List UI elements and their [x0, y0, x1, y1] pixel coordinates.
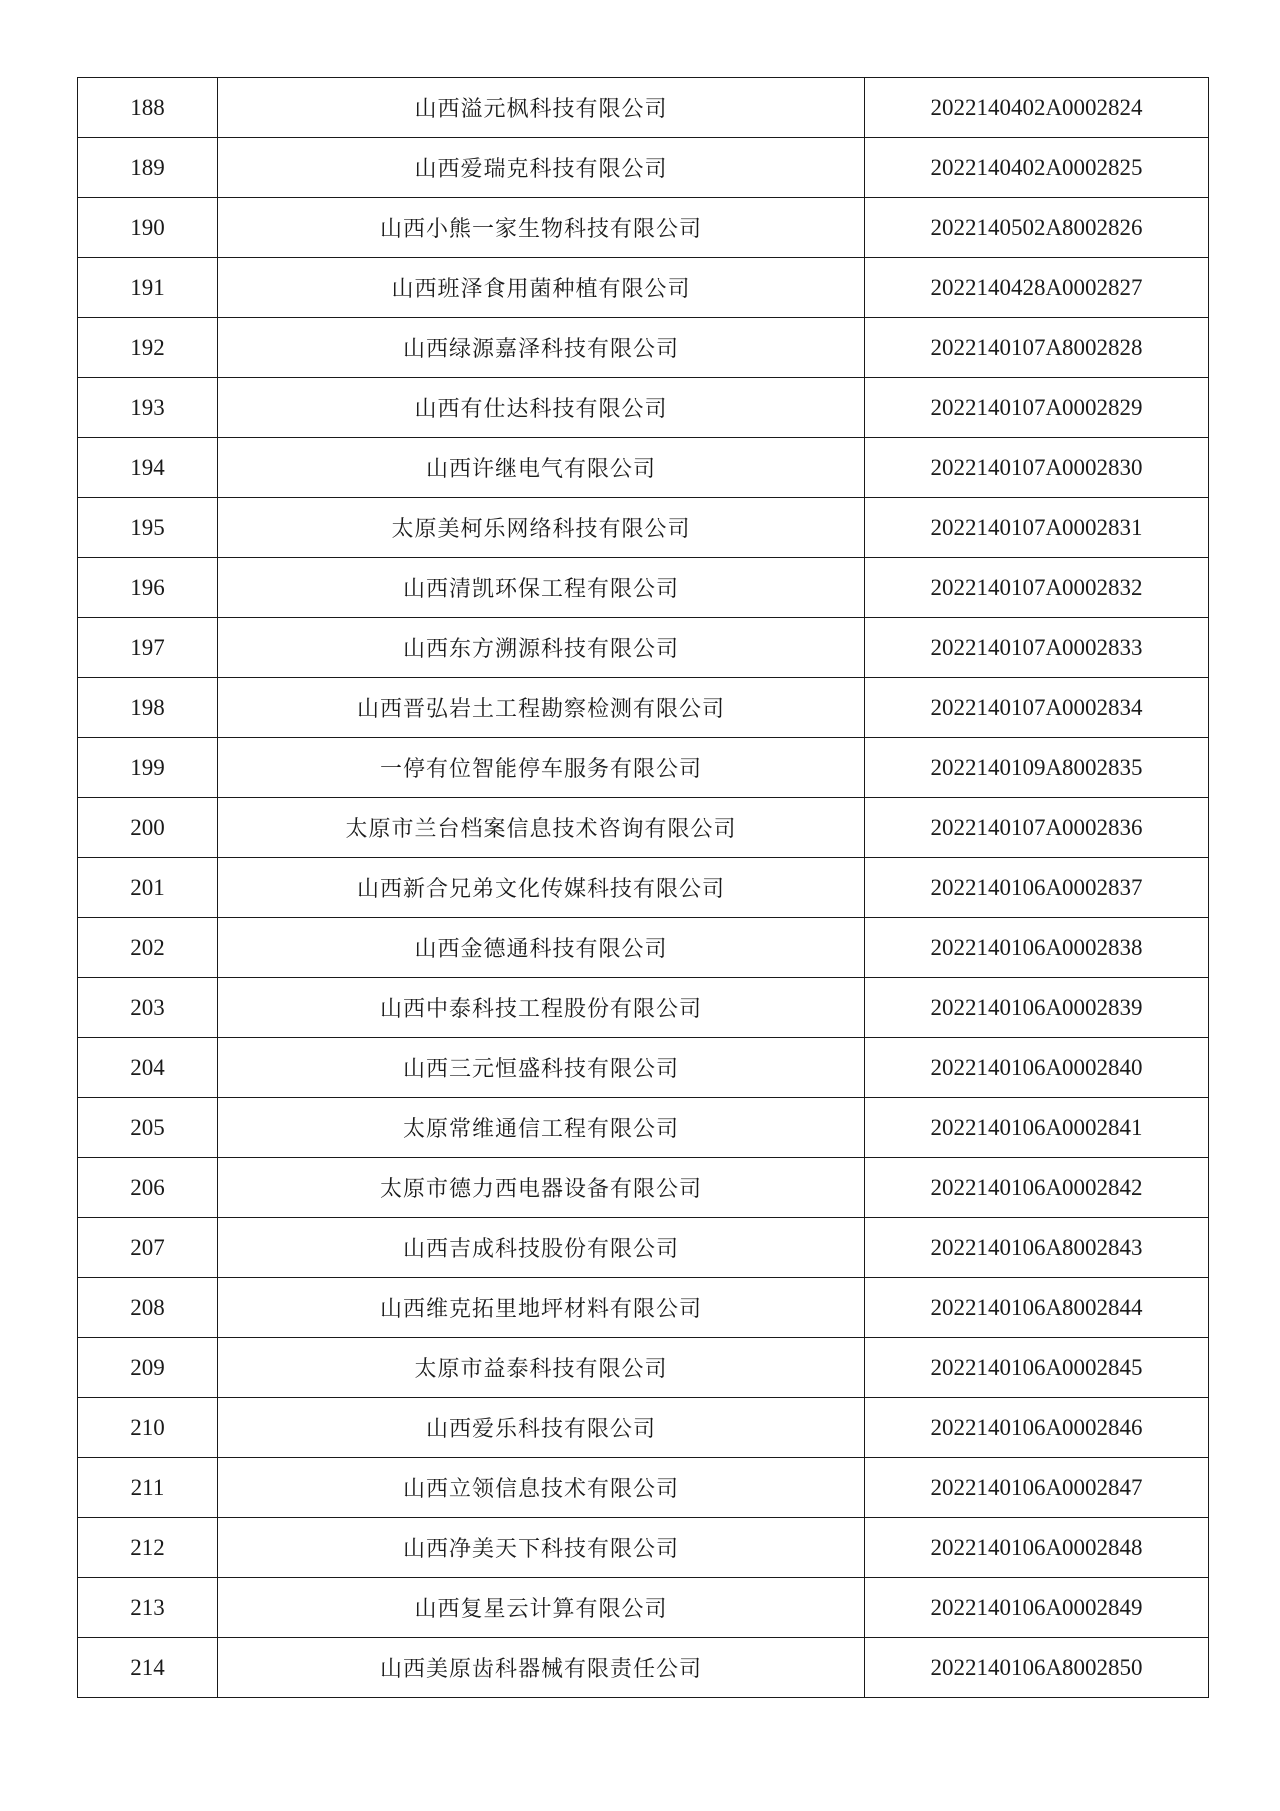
registration-code-cell: 2022140107A0002829	[865, 378, 1209, 438]
row-number-cell: 198	[78, 678, 218, 738]
table-row	[78, 1398, 1209, 1458]
company-list-table	[77, 77, 1209, 1698]
company-name-cell: 山西复星云计算有限公司	[218, 1578, 865, 1638]
company-name-cell: 山西爱瑞克科技有限公司	[218, 138, 865, 198]
row-number-cell: 209	[78, 1338, 218, 1398]
table-row	[78, 1518, 1209, 1578]
row-number-cell: 195	[78, 498, 218, 558]
registration-code-cell: 2022140106A0002841	[865, 1098, 1209, 1158]
company-name-cell: 山西美原齿科器械有限责任公司	[218, 1638, 865, 1698]
company-name-cell: 山西吉成科技股份有限公司	[218, 1218, 865, 1278]
company-name-cell: 山西绿源嘉泽科技有限公司	[218, 318, 865, 378]
registration-code-cell: 2022140106A0002845	[865, 1338, 1209, 1398]
company-name-cell: 山西班泽食用菌种植有限公司	[218, 258, 865, 318]
company-list-table-container	[77, 77, 1208, 1698]
row-number-cell: 214	[78, 1638, 218, 1698]
company-name-cell: 山西东方溯源科技有限公司	[218, 618, 865, 678]
company-name-cell: 太原美柯乐网络科技有限公司	[218, 498, 865, 558]
company-name-cell: 山西中泰科技工程股份有限公司	[218, 978, 865, 1038]
registration-code-cell: 2022140502A8002826	[865, 198, 1209, 258]
row-number-cell: 200	[78, 798, 218, 858]
registration-code-cell: 2022140106A0002839	[865, 978, 1209, 1038]
registration-code-cell: 2022140106A0002847	[865, 1458, 1209, 1518]
row-number-cell: 204	[78, 1038, 218, 1098]
company-name-cell: 太原市兰台档案信息技术咨询有限公司	[218, 798, 865, 858]
registration-code-cell: 2022140402A0002824	[865, 78, 1209, 138]
company-name-cell: 山西有仕达科技有限公司	[218, 378, 865, 438]
registration-code-cell: 2022140106A8002850	[865, 1638, 1209, 1698]
table-row	[78, 1638, 1209, 1698]
row-number-cell: 194	[78, 438, 218, 498]
registration-code-cell: 2022140106A0002840	[865, 1038, 1209, 1098]
table-row	[78, 1098, 1209, 1158]
table-row	[78, 858, 1209, 918]
row-number-cell: 188	[78, 78, 218, 138]
registration-code-cell: 2022140106A0002837	[865, 858, 1209, 918]
table-row	[78, 1338, 1209, 1398]
company-name-cell: 山西新合兄弟文化传媒科技有限公司	[218, 858, 865, 918]
company-name-cell: 太原市益泰科技有限公司	[218, 1338, 865, 1398]
row-number-cell: 208	[78, 1278, 218, 1338]
table-row	[78, 618, 1209, 678]
table-row	[78, 258, 1209, 318]
table-row	[78, 1278, 1209, 1338]
table-row	[78, 1458, 1209, 1518]
table-row	[78, 738, 1209, 798]
row-number-cell: 190	[78, 198, 218, 258]
row-number-cell: 202	[78, 918, 218, 978]
company-name-cell: 山西维克拓里地坪材料有限公司	[218, 1278, 865, 1338]
company-name-cell: 太原常维通信工程有限公司	[218, 1098, 865, 1158]
row-number-cell: 201	[78, 858, 218, 918]
table-row	[78, 138, 1209, 198]
table-row	[78, 678, 1209, 738]
registration-code-cell: 2022140107A0002834	[865, 678, 1209, 738]
table-row	[78, 1218, 1209, 1278]
company-name-cell: 山西净美天下科技有限公司	[218, 1518, 865, 1578]
table-row	[78, 498, 1209, 558]
table-row	[78, 798, 1209, 858]
table-row	[78, 558, 1209, 618]
row-number-cell: 210	[78, 1398, 218, 1458]
registration-code-cell: 2022140109A8002835	[865, 738, 1209, 798]
registration-code-cell: 2022140107A0002831	[865, 498, 1209, 558]
table-row	[78, 978, 1209, 1038]
company-name-cell: 山西小熊一家生物科技有限公司	[218, 198, 865, 258]
table-row	[78, 918, 1209, 978]
registration-code-cell: 2022140107A0002836	[865, 798, 1209, 858]
table-row	[78, 438, 1209, 498]
company-name-cell: 山西晋弘岩土工程勘察检测有限公司	[218, 678, 865, 738]
table-row	[78, 1038, 1209, 1098]
registration-code-cell: 2022140107A0002832	[865, 558, 1209, 618]
registration-code-cell: 2022140107A0002830	[865, 438, 1209, 498]
registration-code-cell: 2022140107A8002828	[865, 318, 1209, 378]
company-name-cell: 山西许继电气有限公司	[218, 438, 865, 498]
registration-code-cell: 2022140402A0002825	[865, 138, 1209, 198]
company-name-cell: 一停有位智能停车服务有限公司	[218, 738, 865, 798]
table-row	[78, 198, 1209, 258]
row-number-cell: 189	[78, 138, 218, 198]
registration-code-cell: 2022140106A0002846	[865, 1398, 1209, 1458]
table-body	[78, 78, 1209, 1698]
company-name-cell: 山西爱乐科技有限公司	[218, 1398, 865, 1458]
row-number-cell: 196	[78, 558, 218, 618]
row-number-cell: 192	[78, 318, 218, 378]
company-name-cell: 太原市德力西电器设备有限公司	[218, 1158, 865, 1218]
row-number-cell: 203	[78, 978, 218, 1038]
row-number-cell: 197	[78, 618, 218, 678]
registration-code-cell: 2022140106A0002842	[865, 1158, 1209, 1218]
row-number-cell: 191	[78, 258, 218, 318]
table-row	[78, 378, 1209, 438]
registration-code-cell: 2022140106A8002844	[865, 1278, 1209, 1338]
row-number-cell: 211	[78, 1458, 218, 1518]
row-number-cell: 207	[78, 1218, 218, 1278]
table-row	[78, 318, 1209, 378]
table-row	[78, 1158, 1209, 1218]
row-number-cell: 212	[78, 1518, 218, 1578]
row-number-cell: 199	[78, 738, 218, 798]
registration-code-cell: 2022140106A8002843	[865, 1218, 1209, 1278]
row-number-cell: 205	[78, 1098, 218, 1158]
registration-code-cell: 2022140106A0002848	[865, 1518, 1209, 1578]
row-number-cell: 213	[78, 1578, 218, 1638]
company-name-cell: 山西三元恒盛科技有限公司	[218, 1038, 865, 1098]
company-name-cell: 山西清凯环保工程有限公司	[218, 558, 865, 618]
company-name-cell: 山西立领信息技术有限公司	[218, 1458, 865, 1518]
company-name-cell: 山西溢元枫科技有限公司	[218, 78, 865, 138]
table-row	[78, 78, 1209, 138]
registration-code-cell: 2022140106A0002838	[865, 918, 1209, 978]
row-number-cell: 193	[78, 378, 218, 438]
table-row	[78, 1578, 1209, 1638]
row-number-cell: 206	[78, 1158, 218, 1218]
registration-code-cell: 2022140106A0002849	[865, 1578, 1209, 1638]
registration-code-cell: 2022140428A0002827	[865, 258, 1209, 318]
registration-code-cell: 2022140107A0002833	[865, 618, 1209, 678]
company-name-cell: 山西金德通科技有限公司	[218, 918, 865, 978]
